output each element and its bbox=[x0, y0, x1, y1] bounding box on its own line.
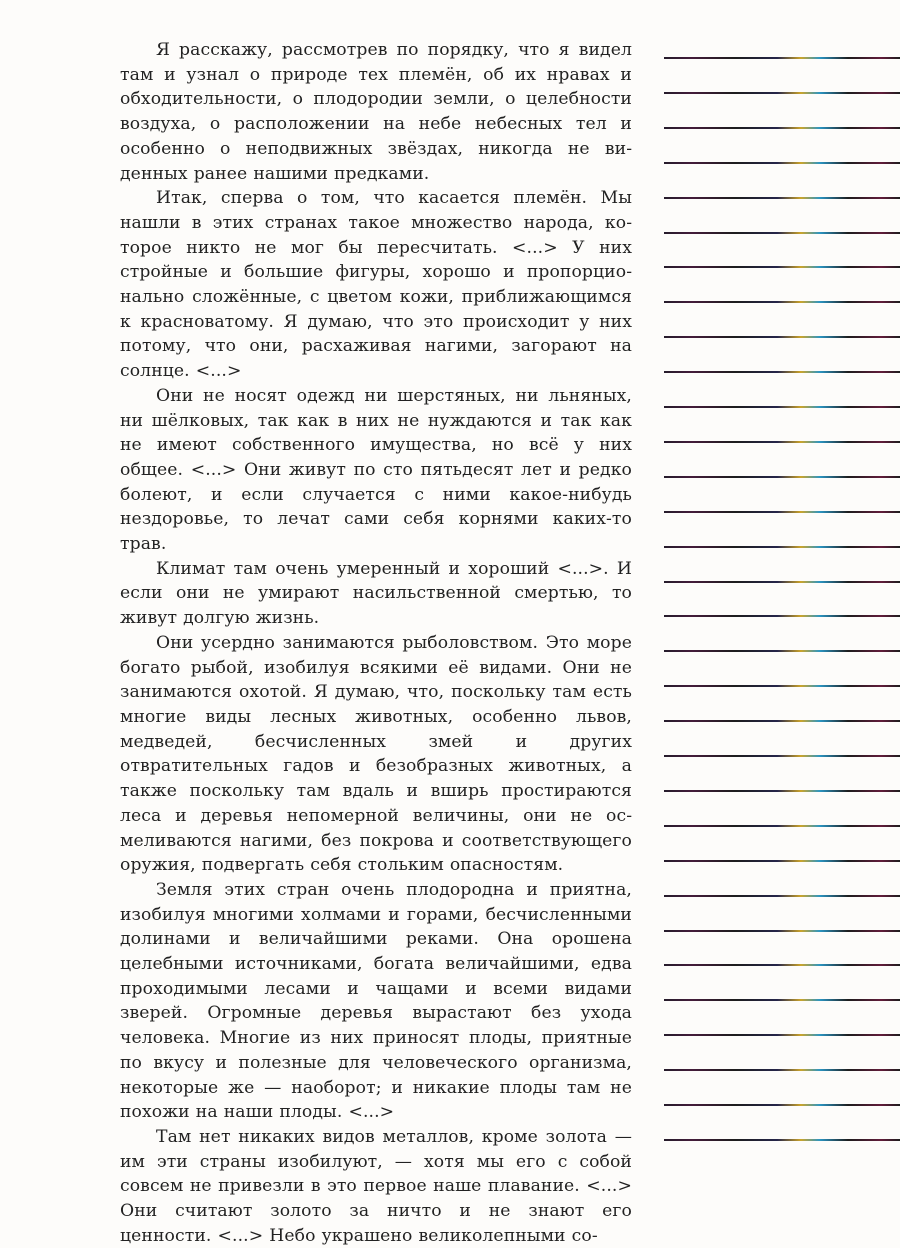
note-line bbox=[664, 371, 900, 373]
note-line bbox=[664, 162, 900, 164]
note-line bbox=[664, 511, 900, 513]
paragraph-6: Земля этих стран очень плодородна и приятна, изобилуя многими холмами и горами, бесчисленными долинами и величайшими реками. Она орошена целебными источниками, богата величайшими, едва проходимыми лесами и чащами и всеми видами зверей. Огромные деревья вырастают без ухода человека. Многие из них приносят плоды, приятные по вкусу и полезные для человеческого организма, некоторые же — наоборот; и никакие плоды там не похожи на наши плоды. <...> bbox=[120, 879, 632, 1123]
note-line bbox=[664, 441, 900, 443]
note-line bbox=[664, 266, 900, 268]
note-line bbox=[664, 406, 900, 408]
note-line bbox=[664, 197, 900, 199]
note-line bbox=[664, 964, 900, 966]
note-line bbox=[664, 1069, 900, 1071]
note-line bbox=[664, 476, 900, 478]
note-line bbox=[664, 825, 900, 827]
note-line bbox=[664, 755, 900, 757]
note-line bbox=[664, 127, 900, 129]
note-line bbox=[664, 92, 900, 94]
text-column bbox=[120, 38, 632, 1248]
note-line bbox=[664, 1034, 900, 1036]
note-line bbox=[664, 581, 900, 583]
note-line bbox=[664, 650, 900, 652]
note-line bbox=[664, 999, 900, 1001]
note-line bbox=[664, 1104, 900, 1106]
note-line bbox=[664, 615, 900, 617]
note-line bbox=[664, 336, 900, 338]
paragraph-1: Я расскажу, рассмотрев по порядку, что я видел там и узнал о природе тех племён, об их нравах и обходительности, о плодородии земли, о целебности воздуха, о расположении на небе небесных тел и особенно о неподвижных звёздах, никогда не виденных ранее нашими предками. bbox=[120, 40, 632, 184]
paragraph-4: Климат там очень умеренный и хороший <...>. И если они не умирают насильственной смертью, то живут долгую жизнь. bbox=[120, 558, 632, 629]
note-line bbox=[664, 685, 900, 687]
paragraph-5: Они усердно занимаются рыболовством. Это море богато рыбой, изобилуя всякими её видами. Они не занимаются охотой. Я думаю, что, поскольку там есть многие виды лесных животных, особенно львов, медведей, бесчисленных змей и других отвратительных гадов и безобразных животных, а также поскольку там вдаль и вширь простираются леса и деревья непомерной величины, они не осмеливаются нагими, без покрова и соответствующего оружия, подвергать себя стольким опасностям. bbox=[120, 632, 632, 876]
note-line bbox=[664, 301, 900, 303]
note-line bbox=[664, 930, 900, 932]
notes-lines-area bbox=[664, 0, 900, 1200]
note-line bbox=[664, 720, 900, 722]
note-line bbox=[664, 860, 900, 862]
note-line bbox=[664, 546, 900, 548]
note-line bbox=[664, 232, 900, 234]
paragraph-2: Итак, сперва о том, что касается племён. Мы нашли в этих странах такое множество народа, которое никто не мог бы пересчитать. <...> У них стройные и большие фигуры, хорошо и пропорционально сложённые, с цветом кожи, приближающимся к красноватому. Я думаю, что это происходит у них потому, что они, расхаживая нагими, загорают на солнце. <...> bbox=[120, 188, 632, 382]
note-line bbox=[664, 1139, 900, 1141]
note-line bbox=[664, 57, 900, 59]
note-line bbox=[664, 895, 900, 897]
note-line bbox=[664, 790, 900, 792]
paragraph-3: Они не носят одежд ни шерстяных, ни льняных, ни шёлковых, так как в них не нуждаются и так как не имеют собственного имущества, но всё у них общее. <...> Они живут по сто пятьдесят лет и редко болеют, и если случается с ними какое-нибудь нездоровье, то лечат сами себя корнями каких-то трав. bbox=[120, 385, 632, 555]
paragraph-7: Там нет никаких видов металлов, кроме золота — им эти страны изобилуют, — хотя мы его с собой совсем не привезли в это первое наше плавание. <...> Они считают золото за ничто и не знают его ценности. <...> Небо украшено великолепными со- bbox=[120, 1126, 632, 1246]
